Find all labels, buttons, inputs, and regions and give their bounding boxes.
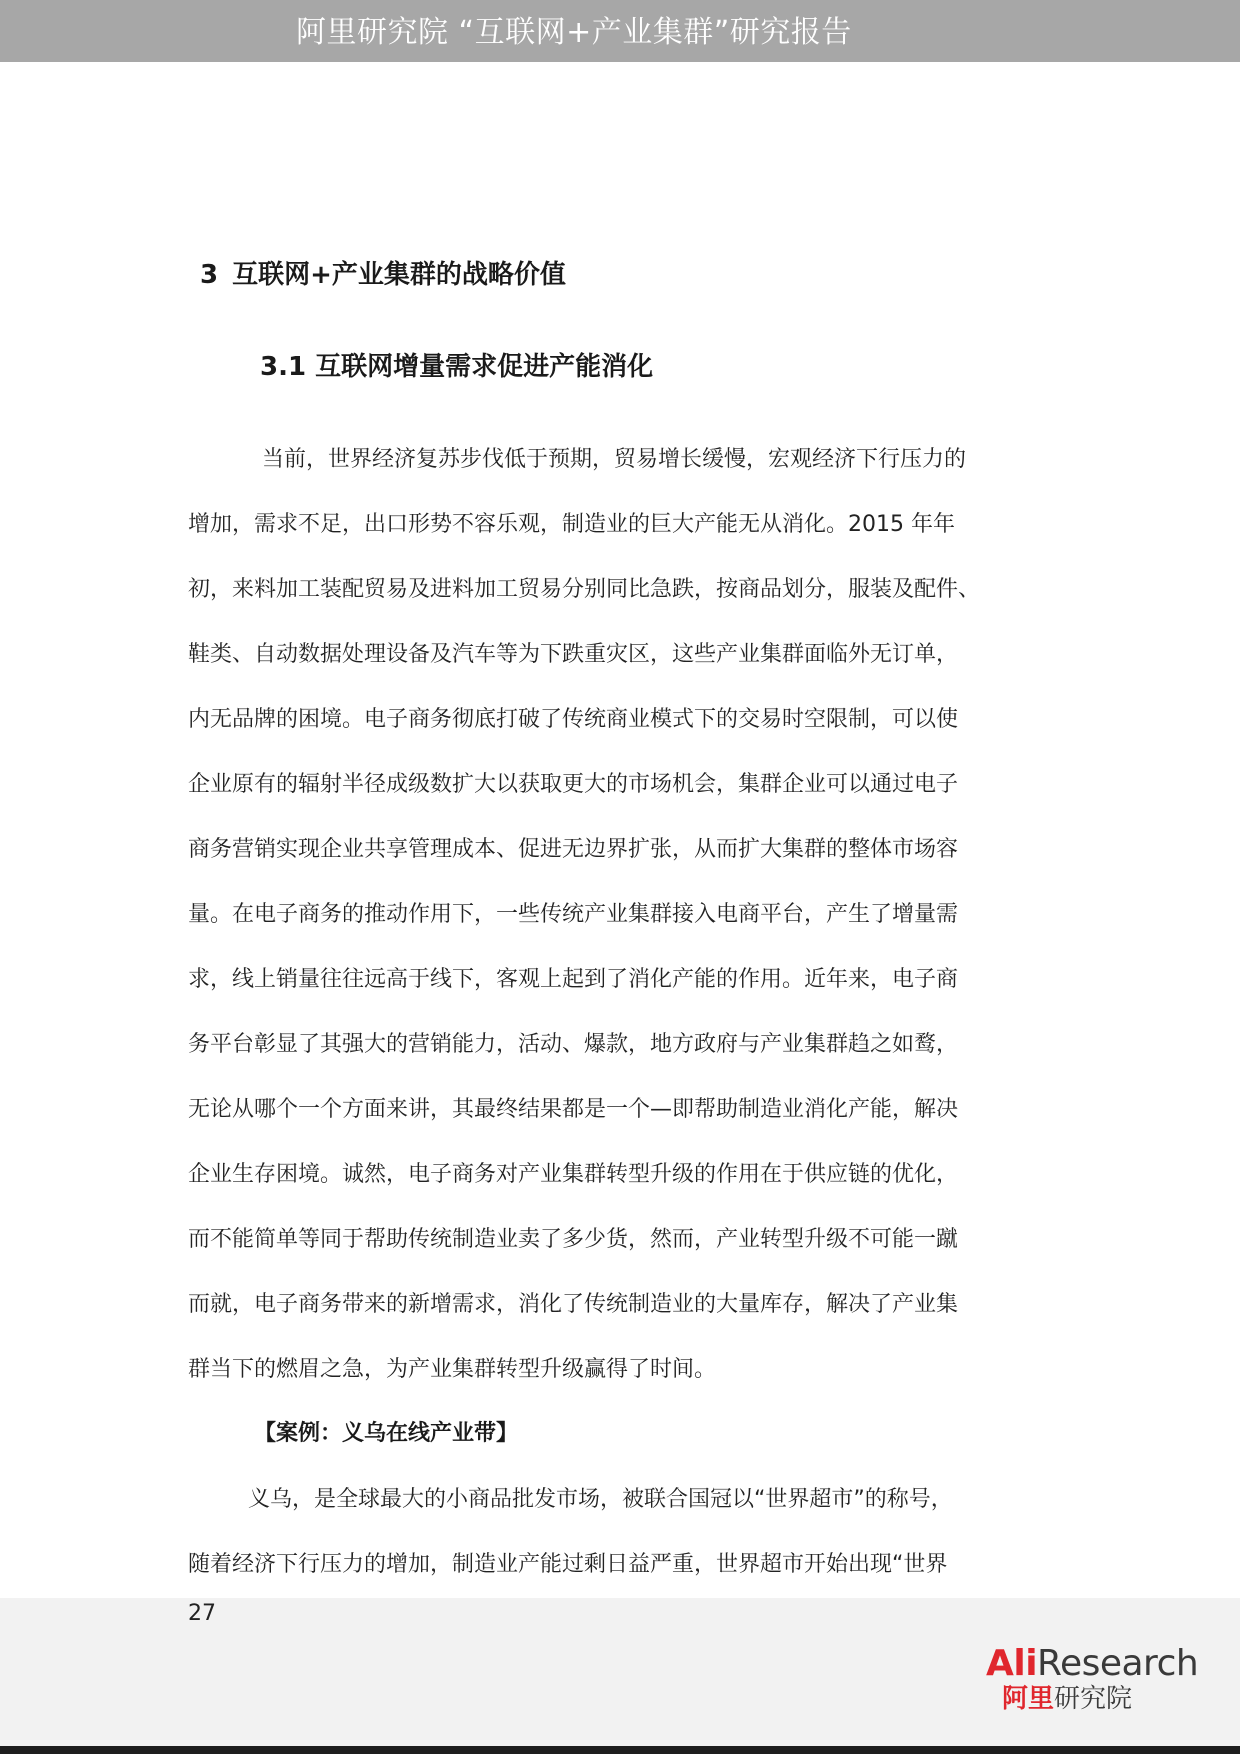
section-number: 3 [200, 260, 219, 290]
section-title: 互联网+产业集群的战略价值 [232, 260, 566, 290]
body-line: 无论从哪个一个方面来讲，其最终结果都是一个—即帮助制造业消化产能，解决 [188, 1097, 959, 1122]
body-line: 内无品牌的困境。电子商务彻底打破了传统商业模式下的交易时空限制，可以使 [188, 707, 959, 732]
body-line: 而就，电子商务带来的新增需求，消化了传统制造业的大量库存，解决了产业集 [188, 1292, 959, 1317]
body-line: 商务营销实现企业共享管理成本、促进无边界扩张，从而扩大集群的整体市场容 [188, 837, 959, 862]
body-line: 而不能简单等同于帮助传统制造业卖了多少货，然而，产业转型升级不可能一蹴 [188, 1227, 959, 1252]
logo-cn-gray: 研究院 [1054, 1684, 1133, 1714]
body-line: 当前，世界经济复苏步伐低于预期，贸易增长缓慢，宏观经济下行压力的 [262, 447, 967, 472]
body-line: 鞋类、自动数据处理设备及汽车等为下跌重灾区，这些产业集群面临外无订单， [188, 642, 959, 667]
header-title: 阿里研究院 “互联网+产业集群”研究报告 [296, 15, 852, 50]
aliresearch-logo [986, 1644, 1226, 1718]
body-line: 量。在电子商务的推动作用下，一些传统产业集群接入电商平台，产生了增量需 [188, 902, 959, 927]
logo-research-text: Research [1037, 1643, 1199, 1684]
page-number: 27 [188, 1601, 216, 1626]
bottom-rule [0, 1746, 1240, 1754]
case-title: 【案例：义乌在线产业带】 [254, 1421, 519, 1446]
case-line: 随着经济下行压力的增加，制造业产能过剩日益严重，世界超市开始出现“世界 [188, 1552, 948, 1577]
section-heading [200, 258, 566, 292]
body-line: 群当下的燃眉之急，为产业集群转型升级赢得了时间。 [188, 1357, 717, 1382]
body-line: 务平台彰显了其强大的营销能力，活动、爆款，地方政府与产业集群趋之如鹜， [188, 1032, 959, 1057]
body-line: 初，来料加工装配贸易及进料加工贸易分别同比急跌，按商品划分，服装及配件、 [188, 577, 981, 602]
body-line: 企业生存困境。诚然，电子商务对产业集群转型升级的作用在于供应链的优化， [188, 1162, 959, 1187]
logo-chinese [1002, 1684, 1132, 1714]
case-line: 义乌，是全球最大的小商品批发市场，被联合国冠以“世界超市”的称号， [248, 1487, 953, 1512]
body-line: 企业原有的辐射半径成级数扩大以获取更大的市场机会，集群企业可以通过电子 [188, 772, 959, 797]
logo-wordmark [986, 1644, 1198, 1684]
body-line: 增加，需求不足，出口形势不容乐观，制造业的巨大产能无从消化。2015 年年 [188, 512, 955, 537]
logo-cn-red: 阿里 [1002, 1684, 1055, 1714]
body-line: 求，线上销量往往远高于线下，客观上起到了消化产能的作用。近年来，电子商 [188, 967, 959, 992]
logo-ali-text: Ali [986, 1643, 1038, 1684]
header-bar [0, 0, 1240, 62]
subsection-heading: 3.1 互联网增量需求促进产能消化 [260, 352, 654, 382]
